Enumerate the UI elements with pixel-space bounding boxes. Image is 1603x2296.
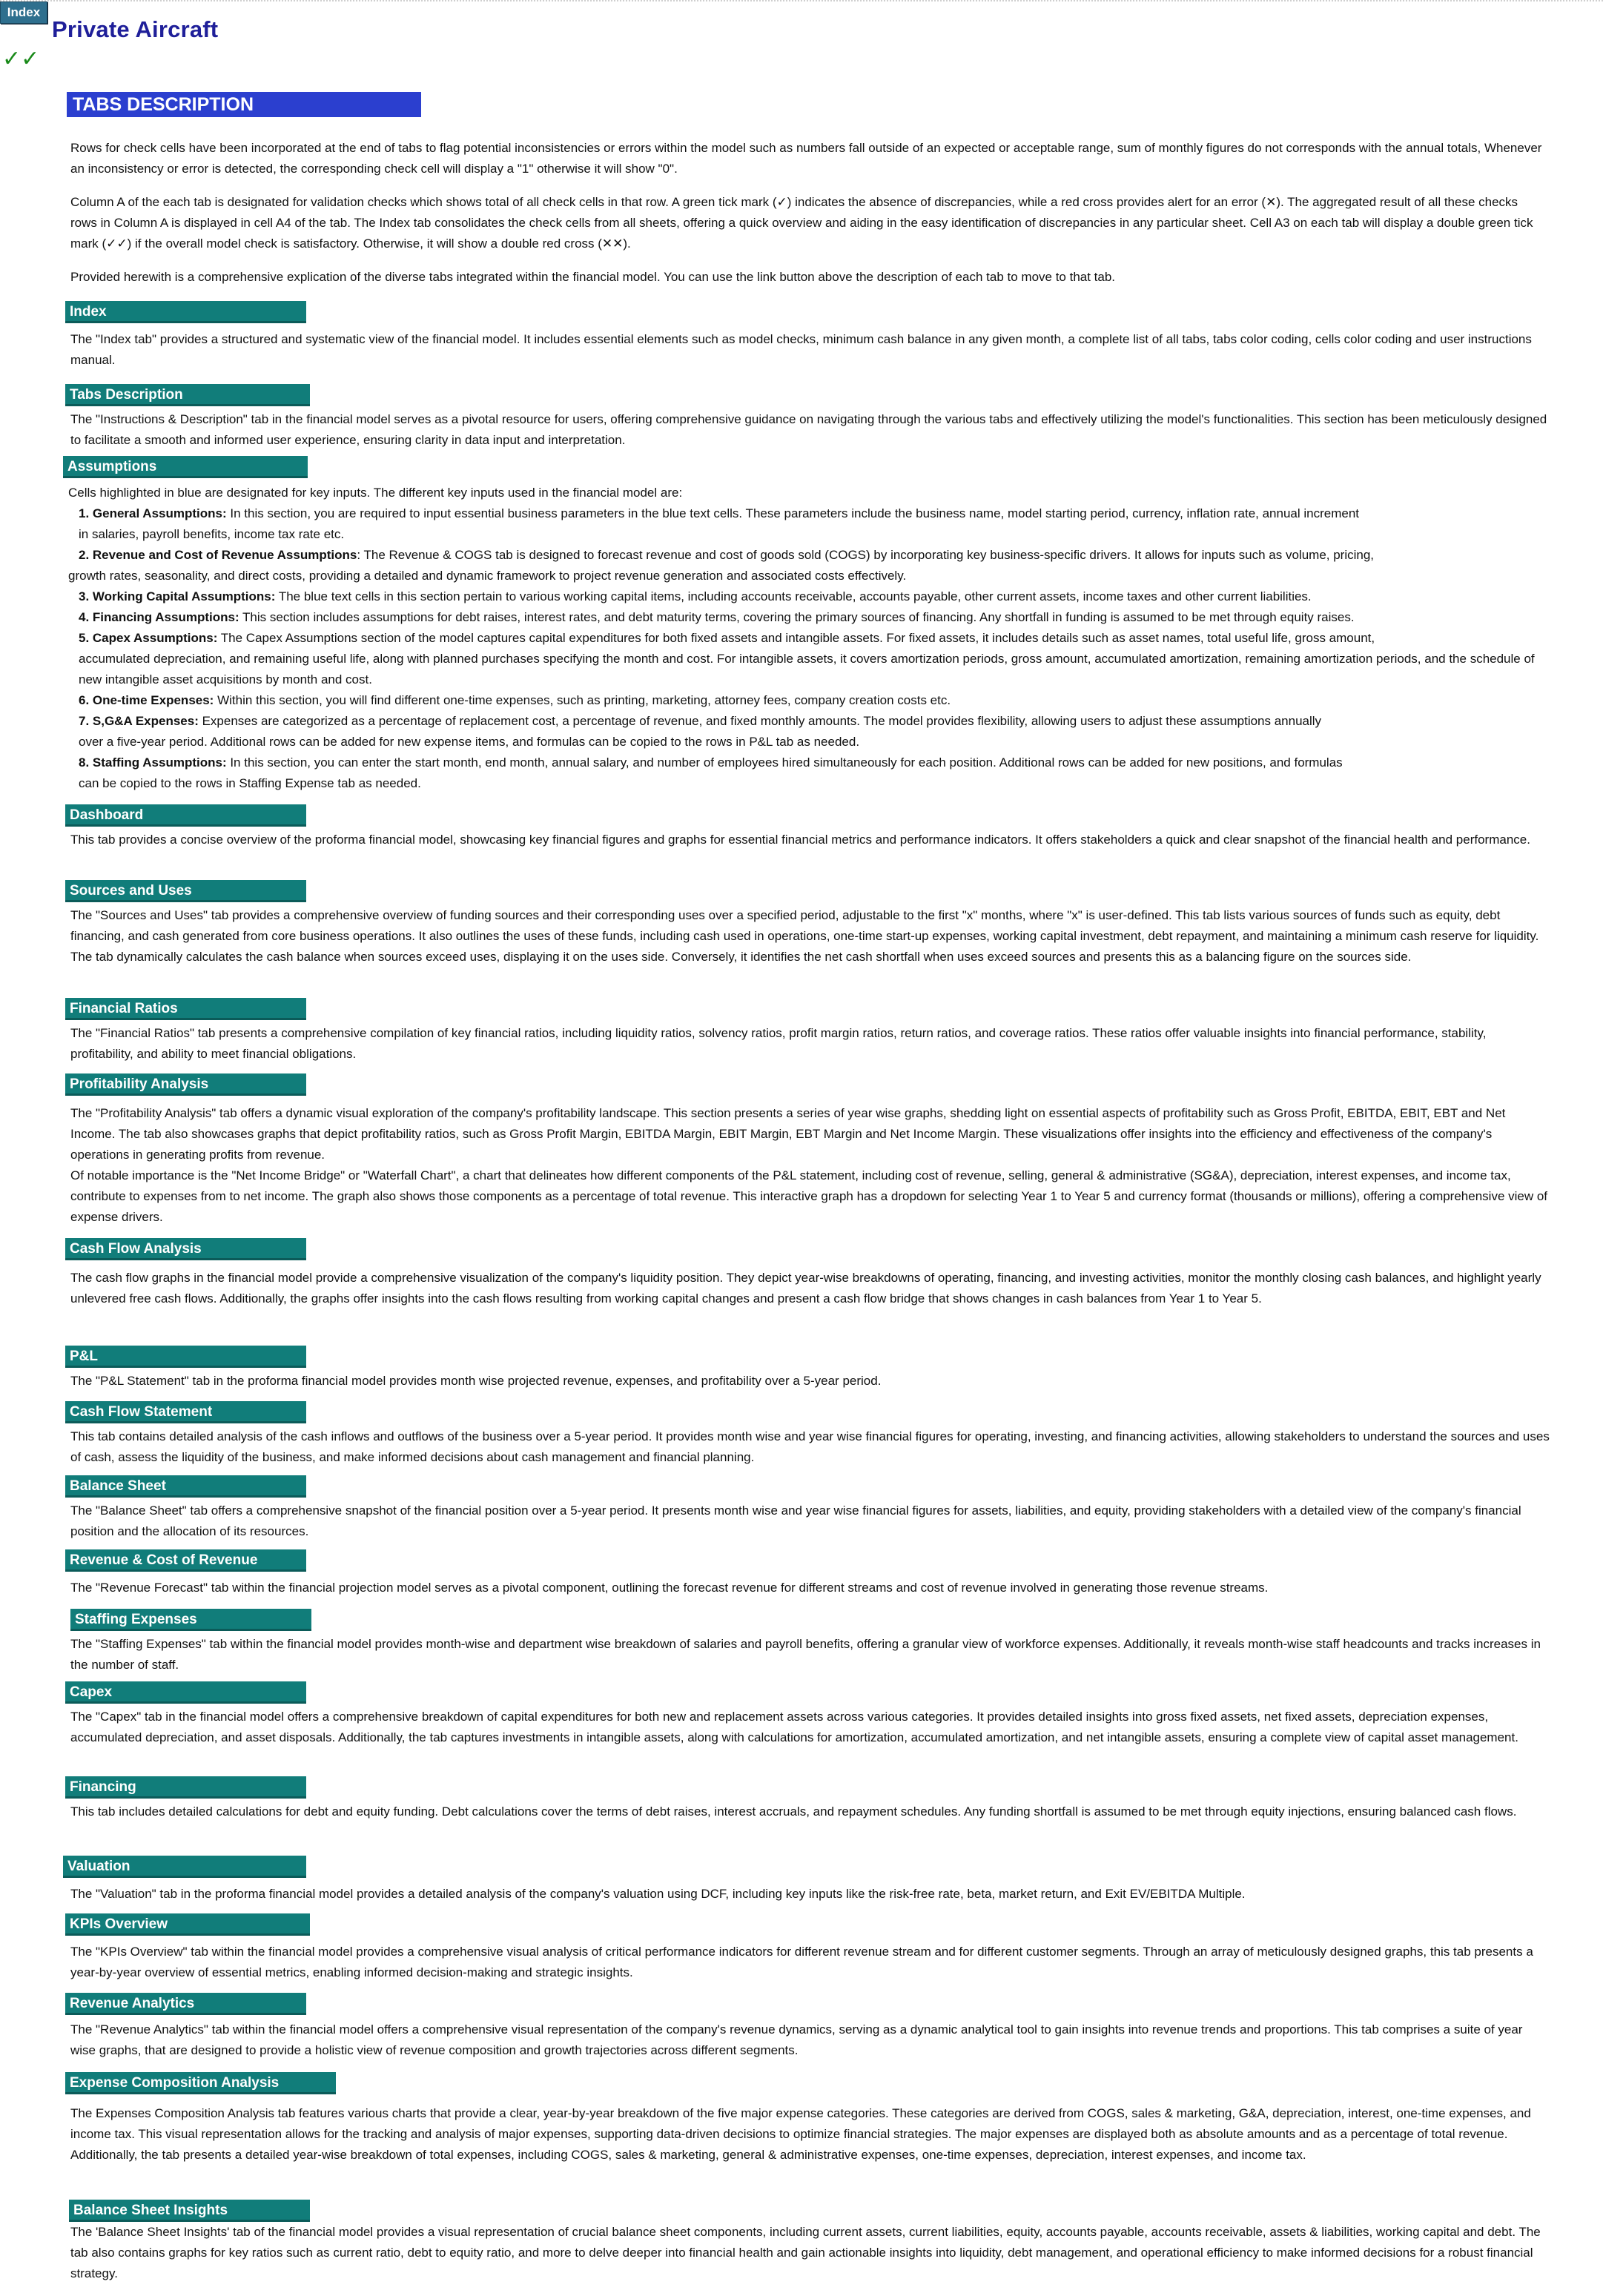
assumptions-lead: Cells highlighted in blue are designated for key inputs. The different key inputs used in the financial model are: bbox=[68, 486, 683, 500]
tab-description: The "Capex" tab in the financial model offers a comprehensive breakdown of capital expenditures for both new and replacement assets across various categories. It provides detailed insights into gross fixed assets, net fixed assets, depreciation expenses, accumulated depreciation, and asset disposals. Additionally, the tab captures investments in intangible assets, along with calculations for amortization, accumulated amortization, and net intangible assets, ensuring a complete view of capital asset management. bbox=[70, 1710, 1518, 1744]
assumption-item bbox=[68, 503, 1547, 545]
tab-description-2: Of notable importance is the "Net Income Bridge" or "Waterfall Chart", a chart that delineates how different components of the P&L statement, including cost of revenue, selling, general & administrative (SG&A), depreciation, interest expenses, and income tax, contribute to expenses from to net income. The graph also shows those components as a percentage of total revenue. This interactive graph has a dropdown for selecting Year 1 to Year 5 and currency format (thousands or millions), offering a comprehensive view of expense drivers. bbox=[70, 1168, 1548, 1224]
top-border bbox=[0, 0, 1603, 4]
tab-description: The 'Balance Sheet Insights' tab of the financial model provides a visual representation of crucial balance sheet components, including current assets, current liabilities, equity, accounts payable, accounts receivable, assets & liabilities, working capital and debt. The tab also contains graphs for key ratios such as current ratio, debt to equity ratio, and more to delve deeper into financial health and gain actionable insights into liquidity, debt management, and operational efficiency to make informed decisions for a robust financial strategy. bbox=[70, 2225, 1541, 2280]
tab-link-capex[interactable]: Capex bbox=[65, 1681, 306, 1704]
section-capex bbox=[65, 1681, 1550, 1748]
assumption-item bbox=[68, 752, 1547, 794]
assumption-text: The blue text cells in this section pertain to various working capital items, including accounts receivable, accounts payable, other current assets, income taxes and other current liabilities. bbox=[275, 589, 1312, 603]
intro-paragraph-2: Column A of the each tab is designated for validation checks which shows total of all check cells in that row. A green tick mark (✓) indicates the absence of discrepancies, while a red cross provides alert for an error (✕). The aggregated result of all these checks rows in Column A is displayed in cell A4 of the tab. The Index tab consolidates the check cells from all sheets, offering a quick overview and aiding in the easy identification of discrepancies in any particular sheet. Cell A3 on each tab will display a double green tick mark (✓✓) if the overall model check is satisfactory. Otherwise, it will show a double red cross (✕✕). bbox=[70, 195, 1533, 251]
assumption-title: 8. Staffing Assumptions: bbox=[79, 755, 227, 770]
section-bs-insights bbox=[69, 2200, 1550, 2284]
section-expense-composition bbox=[65, 2072, 1550, 2166]
tab-description: This tab includes detailed calculations for debt and equity funding. Debt calculations cover the terms of debt raises, interest accruals, and repayment schedules. Any funding shortfall is assumed to be met through equity injections, ensuring balanced cash flows. bbox=[70, 1804, 1517, 1819]
section-financial-ratios bbox=[65, 998, 1550, 1065]
section-index bbox=[65, 301, 1550, 371]
tab-link-revenue-analytics[interactable]: Revenue Analytics bbox=[65, 1993, 306, 2015]
assumption-item bbox=[68, 607, 1547, 628]
section-pl bbox=[65, 1346, 1550, 1392]
assumptions-content bbox=[68, 483, 1547, 794]
tab-link-sources-uses[interactable]: Sources and Uses bbox=[65, 880, 306, 902]
assumption-text: In this section, you are required to input essential business parameters in the blue text cells. These parameters include the business name, model starting period, currency, inflation rate, annual increment bbox=[226, 506, 1360, 520]
section-heading: TABS DESCRIPTION bbox=[67, 92, 421, 117]
tab-link-cash-flow-statement[interactable]: Cash Flow Statement bbox=[65, 1401, 306, 1423]
section-sources-uses bbox=[65, 880, 1550, 967]
tab-link-expense-composition[interactable]: Expense Composition Analysis bbox=[65, 2072, 336, 2094]
section-revenue-cost bbox=[65, 1549, 1550, 1598]
assumption-title: 3. Working Capital Assumptions: bbox=[79, 589, 276, 603]
tab-link-kpis[interactable]: KPIs Overview bbox=[65, 1913, 310, 1936]
tab-link-dashboard[interactable]: Dashboard bbox=[65, 804, 306, 827]
tab-description: The cash flow graphs in the financial model provide a comprehensive visualization of the company's liquidity position. They depict year-wise breakdowns of operating, financing, and investing activities, monitor the monthly closing cash balances, and highlight yearly unlevered free cash flows. Additionally, the graphs offer insights into the cash flows resulting from working capital changes and present a cash flow bridge that shows changes in cash balances from Year 1 to Year 5. bbox=[70, 1271, 1541, 1306]
section-financing bbox=[65, 1776, 1550, 1822]
index-link-button[interactable]: Index bbox=[0, 1, 47, 24]
assumption-title: 7. S,G&A Expenses: bbox=[79, 714, 199, 728]
section-revenue-analytics bbox=[65, 1993, 1550, 2061]
page-title: Private Aircraft bbox=[52, 16, 219, 42]
tab-link-tabs-description[interactable]: Tabs Description bbox=[65, 384, 310, 406]
tab-description: The Expenses Composition Analysis tab features various charts that provide a clear, year-by-year breakdown of the five major expense categories. These categories are derived from COGS, sales & marketing, G&A, depreciation, interest, one-time expenses, and income tax. This visual representation allows for the tracking and analysis of major expenses, supporting data-driven decisions to optimize financial strategies. The major expenses are displayed both as absolute amounts and as a percentage of total revenue. Additionally, the tab presents a detailed year-wise breakdown of total expenses, including COGS, sales & marketing, general & administrative expenses, one-time expenses, depreciation, interest expenses, and income tax. bbox=[70, 2106, 1531, 2162]
assumption-item bbox=[68, 690, 1547, 711]
section-profitability bbox=[65, 1073, 1550, 1228]
tab-description: The "Staffing Expenses" tab within the financial model provides month-wise and department wise breakdown of salaries and payroll benefits, offering a granular view of workforce expenses. Additionally, it reveals month-wise staff headcounts and tracks increases in the number of staff. bbox=[70, 1637, 1541, 1672]
section-cash-flow-statement bbox=[65, 1401, 1550, 1468]
section-kpis bbox=[65, 1913, 1550, 1983]
intro-paragraph-1: Rows for check cells have been incorporated at the end of tabs to flag potential inconsistencies or errors within the model such as numbers fall outside of an expected or acceptable range, sum of monthly figures do not corresponds with the annual totals, Whenever an inconsistency or error is detected, the corresponding check cell will display a "1" otherwise it will show "0". bbox=[70, 141, 1542, 176]
tab-link-assumptions[interactable]: Assumptions bbox=[63, 456, 308, 478]
section-valuation bbox=[63, 1856, 1550, 1905]
assumption-text: : The Revenue & COGS tab is designed to forecast revenue and cost of goods sold (COGS) by incorporating key business-specific drivers. It allows for inputs such as volume, pricing, bbox=[357, 548, 1375, 562]
tab-description: The "Revenue Forecast" tab within the financial projection model serves as a pivotal component, outlining the forecast revenue for different streams and cost of revenue involved in generating those revenue streams. bbox=[70, 1581, 1269, 1595]
tab-description: The "Financial Ratios" tab presents a comprehensive compilation of key financial ratios, including liquidity ratios, solvency ratios, profit margin ratios, return ratios, and coverage ratios. These ratios offer valuable insights into financial performance, stability, profitability, and ability to meet financial obligations. bbox=[70, 1026, 1487, 1061]
assumption-title: 5. Capex Assumptions: bbox=[79, 631, 218, 645]
section-cash-flow-analysis bbox=[65, 1238, 1550, 1309]
assumption-title: 1. General Assumptions: bbox=[79, 506, 227, 520]
assumption-cont: over a five-year period. Additional rows can be added for new expense items, and formulas can be copied to the rows in P&L tab as needed. bbox=[79, 735, 860, 749]
tab-description: The "Sources and Uses" tab provides a comprehensive overview of funding sources and their corresponding uses over a specified period, adjustable to the first "x" months, where "x" is user-defined. This tab lists various sources of funds such as equity, debt financing, and cash generated from core business operations. It also outlines the uses of these funds, including cash used in operations, one-time start-up expenses, working capital investment, debt repayment, and maintaining a minimum cash reserve for liquidity. The tab dynamically calculates the cash balance when sources exceed uses, displaying it on the uses side. Conversely, it identifies the net cash shortfall when uses exceed sources and presents this as a balancing figure on the sources side. bbox=[70, 908, 1539, 964]
tab-link-financial-ratios[interactable]: Financial Ratios bbox=[65, 998, 306, 1020]
tab-link-index[interactable]: Index bbox=[65, 301, 306, 323]
tab-link-valuation[interactable]: Valuation bbox=[63, 1856, 306, 1878]
tab-description: This tab provides a concise overview of the proforma financial model, showcasing key financial figures and graphs for essential financial metrics and performance indicators. It offers stakeholders a quick and clear snapshot of the financial health and performance. bbox=[70, 833, 1530, 847]
tab-description: This tab contains detailed analysis of the cash inflows and outflows of the business over a 5-year period. It provides month wise and year wise financial figures for operating, investing, and financing activities, allowing stakeholders to understand the sources and uses of cash, assess the liquidity of the business, and make informed decisions about cash management and financial planning. bbox=[70, 1429, 1550, 1464]
assumptions-list bbox=[68, 503, 1547, 794]
double-check-icon: ✓✓ bbox=[2, 46, 40, 72]
assumption-item bbox=[68, 586, 1547, 607]
tab-description: The "Revenue Analytics" tab within the financial model offers a comprehensive visual representation of the company's revenue dynamics, serving as a dynamic analytical tool to gain insights into revenue trends and proportions. This tab comprises a suite of year wise graphs, that are designed to provide a holistic view of revenue composition and growth trajectories across different segments. bbox=[70, 2022, 1523, 2057]
tab-description: The "Balance Sheet" tab offers a comprehensive snapshot of the financial position over a 5-year period. It presents month wise and year wise financial figures for assets, liabilities, and equity, providing stakeholders with a detailed view of the company's financial position and the allocation of its resources. bbox=[70, 1503, 1521, 1538]
assumption-text: Within this section, you will find different one-time expenses, such as printing, marketing, attorney fees, company creation costs etc. bbox=[214, 693, 951, 707]
assumption-cont: accumulated depreciation, and remaining useful life, along with planned purchases specifying the month and cost. For intangible assets, it covers amortization periods, gross amount, accumulated amortization, remaining amortization periods, and the schedule of new intangible asset acquisitions by month and cost. bbox=[79, 652, 1535, 687]
section-balance-sheet bbox=[65, 1475, 1550, 1542]
tab-link-balance-sheet[interactable]: Balance Sheet bbox=[65, 1475, 306, 1498]
section-staffing bbox=[70, 1609, 1550, 1675]
assumption-text: This section includes assumptions for debt raises, interest rates, and debt maturity terms, covering the primary sources of financing. Any shortfall in funding is assumed to be met through equity raises. bbox=[239, 610, 1355, 624]
tab-description: The "Index tab" provides a structured and systematic view of the financial model. It includes essential elements such as model checks, minimum cash balance in any given month, a complete list of all tabs, tabs color coding, cells color coding and user instructions manual. bbox=[70, 332, 1532, 367]
tab-description: The "Profitability Analysis" tab offers a dynamic visual exploration of the company's profitability landscape. This section presents a series of year wise graphs, shedding light on essential aspects of profitability such as Gross Profit, EBITDA, EBIT, EBT and Net Income. The tab also showcases graphs that depict profitability ratios, such as Gross Profit Margin, EBITDA Margin, EBIT Margin, EBT Margin and Net Income Margin. These visualizations offer insights into the efficiency and effectiveness of the company's operations in generating profits from revenue. bbox=[70, 1106, 1506, 1162]
section-tabs-description bbox=[65, 384, 1550, 451]
assumption-text: Expenses are categorized as a percentage of replacement cost, a percentage of revenue, and fixed monthly amounts. The model provides flexibility, allowing users to adjust these assumptions annually bbox=[198, 714, 1322, 728]
assumption-text: In this section, you can enter the start month, end month, annual salary, and number of employees hired simultaneously for each position. Additional rows can be added for new positions, and formulas bbox=[226, 755, 1343, 770]
tab-link-bs-insights[interactable]: Balance Sheet Insights bbox=[69, 2200, 310, 2222]
assumption-title: 6. One-time Expenses: bbox=[79, 693, 214, 707]
section-dashboard bbox=[65, 804, 1550, 850]
tab-link-cash-flow-analysis[interactable]: Cash Flow Analysis bbox=[65, 1238, 306, 1260]
tab-link-financing[interactable]: Financing bbox=[65, 1776, 306, 1799]
tab-link-pl[interactable]: P&L bbox=[65, 1346, 306, 1368]
tab-link-profitability[interactable]: Profitability Analysis bbox=[65, 1073, 306, 1096]
assumption-item bbox=[68, 711, 1547, 752]
tab-description: The "Instructions & Description" tab in the financial model serves as a pivotal resource for users, offering comprehensive guidance on navigating through the various tabs and effectively utilizing the model's functionalities. This section has been meticulously designed to facilitate a smooth and informed user experience, ensuring clarity in data input and interpretation. bbox=[70, 412, 1547, 447]
intro-paragraph-3: Provided herewith is a comprehensive explication of the diverse tabs integrated within the financial model. You can use the link button above the description of each tab to move to that tab. bbox=[70, 270, 1116, 284]
assumption-text: The Capex Assumptions section of the model captures capital expenditures for both fixed assets and intangible assets. For fixed assets, it includes details such as asset names, total useful life, gross amount, bbox=[217, 631, 1375, 645]
assumption-title: 4. Financing Assumptions: bbox=[79, 610, 239, 624]
tab-description: The "KPIs Overview" tab within the financial model provides a comprehensive visual analysis of critical performance indicators for different revenue stream and for different customer segments. Through an array of meticulously designed graphs, this tab presents a year-by-year overview of essential metrics, enabling informed decision-making and strategic insights. bbox=[70, 1945, 1533, 1979]
assumption-item bbox=[68, 628, 1547, 690]
assumption-item bbox=[68, 545, 1547, 586]
section-assumptions bbox=[63, 456, 1547, 794]
tab-link-staffing[interactable]: Staffing Expenses bbox=[70, 1609, 311, 1631]
assumption-cont: growth rates, seasonality, and direct costs, providing a detailed and dynamic framework to project revenue generation and associated costs effectively. bbox=[68, 569, 907, 583]
tab-description: The "P&L Statement" tab in the proforma financial model provides month wise projected revenue, expenses, and profitability over a 5-year period. bbox=[70, 1374, 882, 1388]
assumption-title: 2. Revenue and Cost of Revenue Assumptions bbox=[79, 548, 357, 562]
assumption-cont: in salaries, payroll benefits, income tax rate etc. bbox=[79, 527, 345, 541]
tab-link-revenue-cost[interactable]: Revenue & Cost of Revenue bbox=[65, 1549, 306, 1572]
tab-description: The "Valuation" tab in the proforma financial model provides a detailed analysis of the company's valuation using DCF, including key inputs like the risk-free rate, beta, market return, and Exit EV/EBITDA Multiple. bbox=[70, 1887, 1246, 1901]
assumption-cont: can be copied to the rows in Staffing Expense tab as needed. bbox=[79, 776, 421, 790]
